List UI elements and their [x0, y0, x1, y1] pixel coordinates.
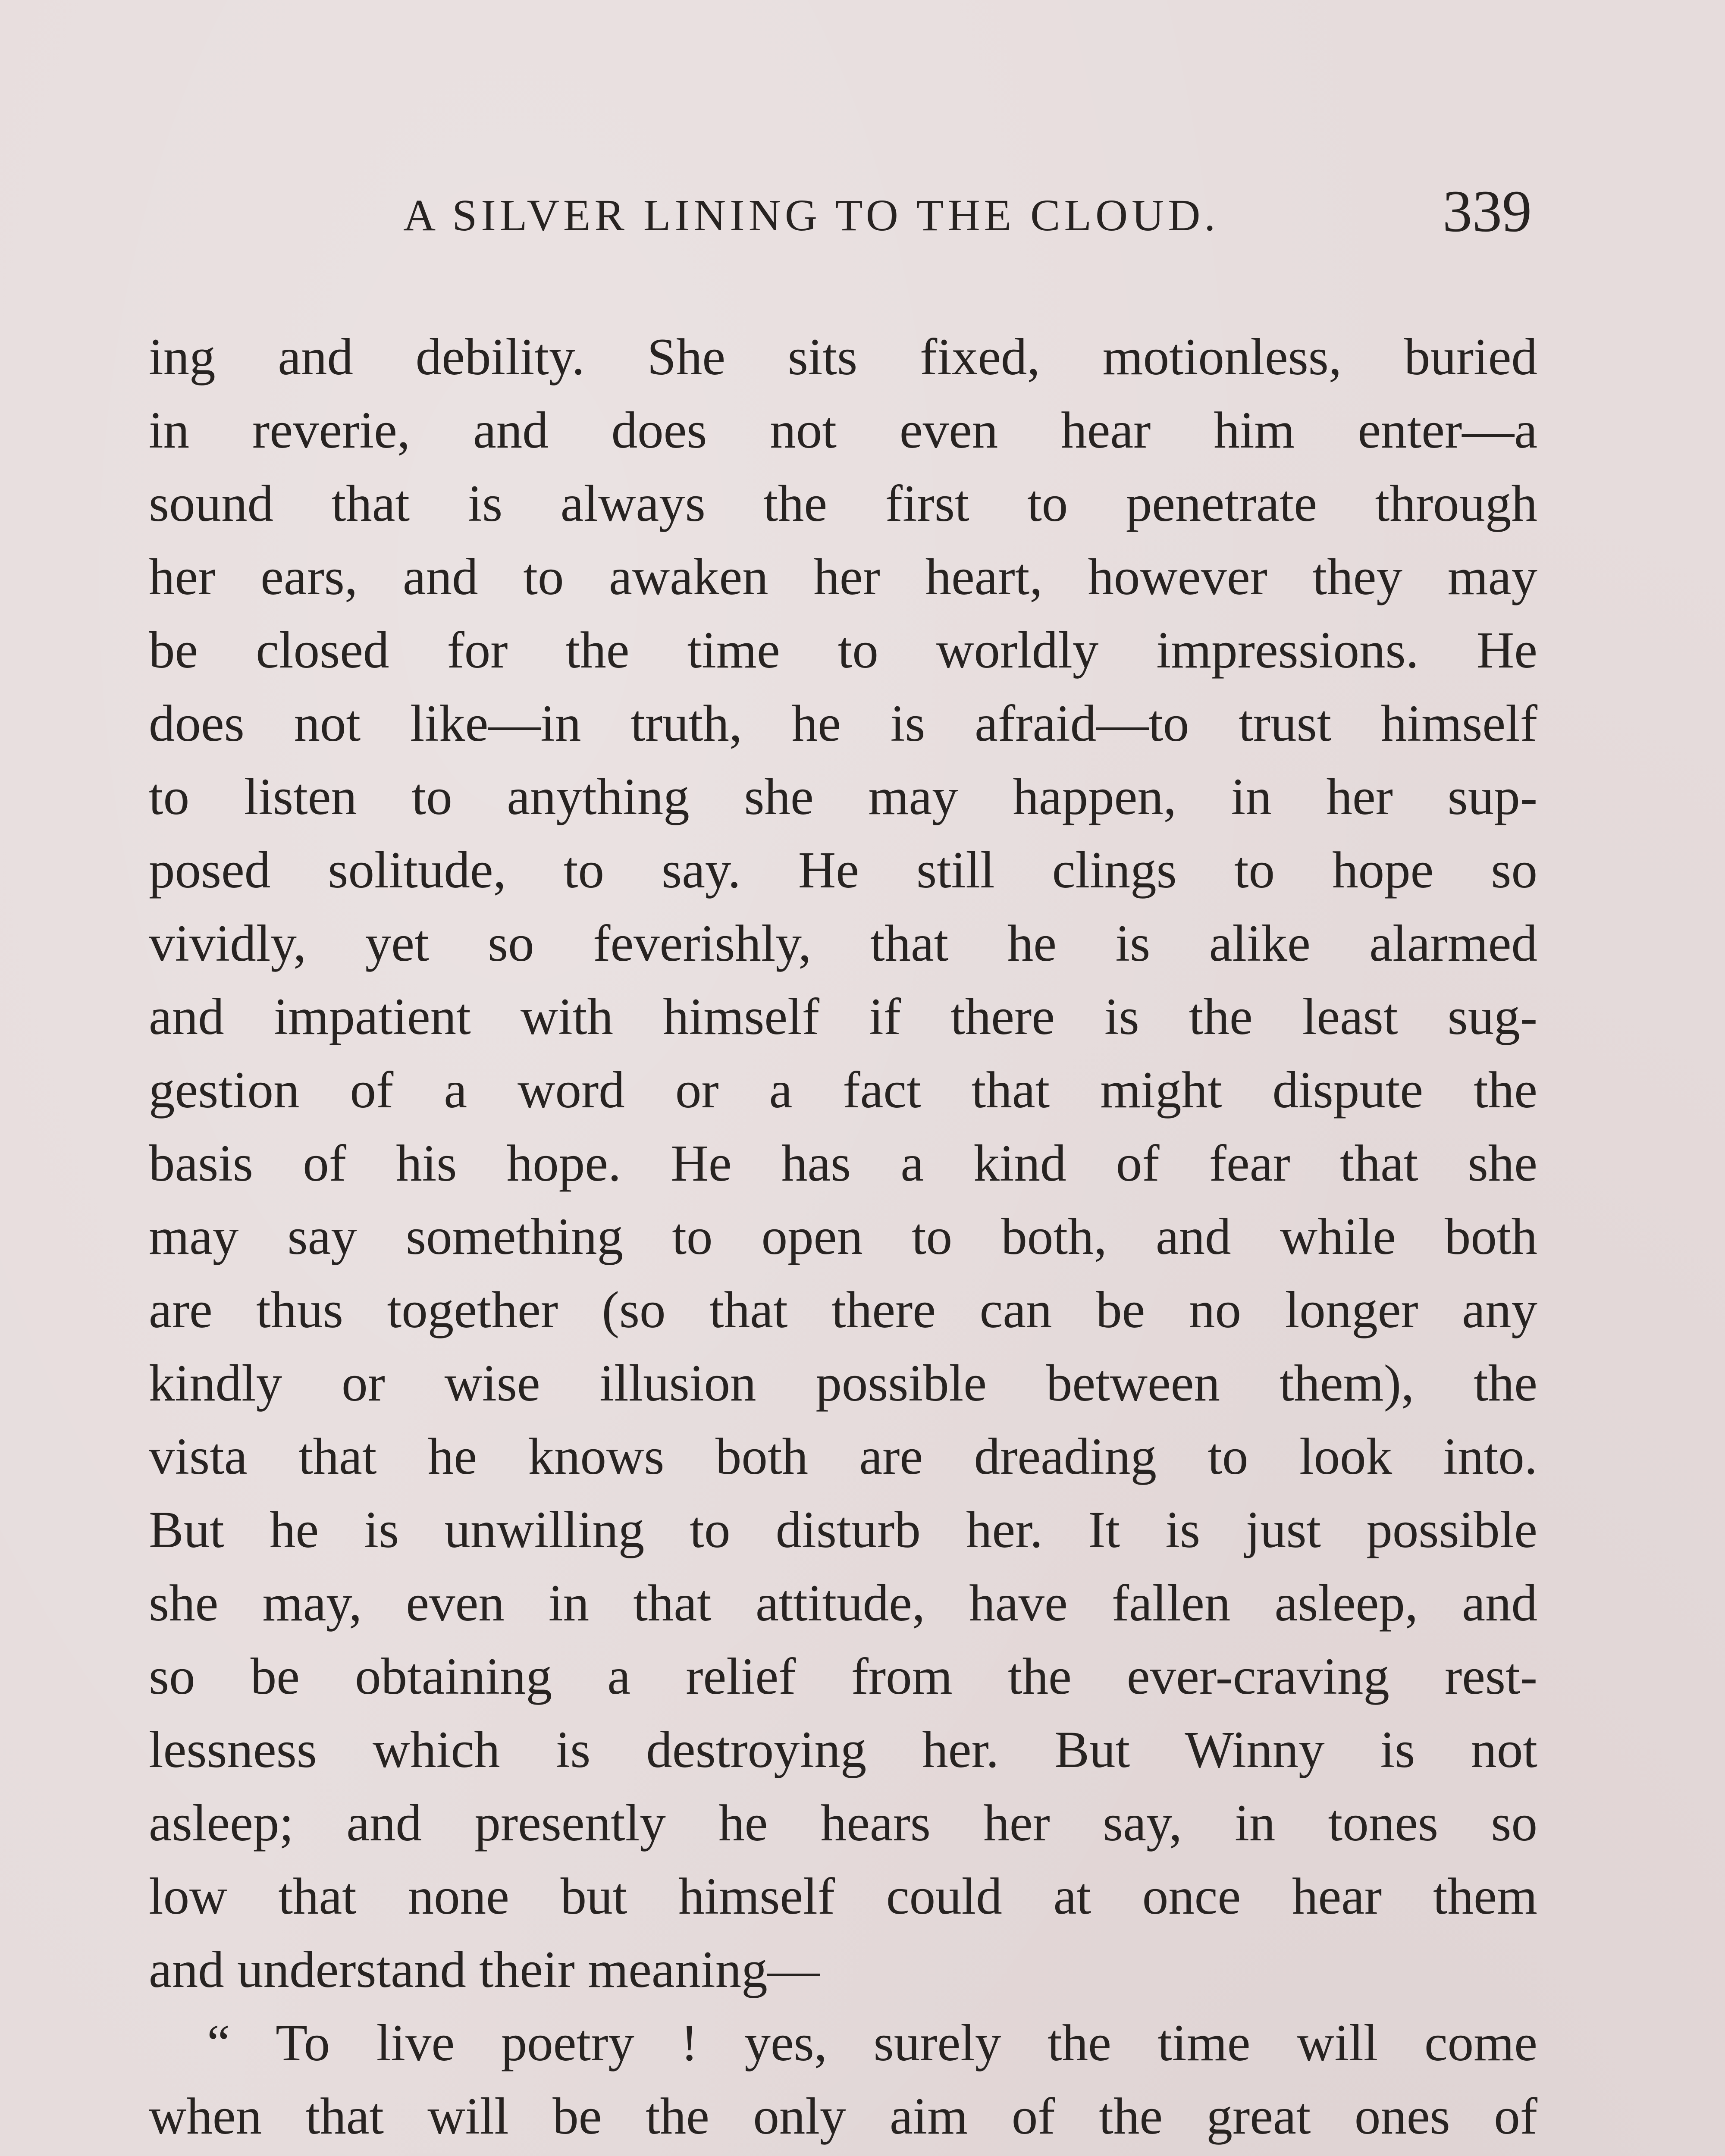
text-line: does not like—in truth, he is afraid—to trust himself [149, 695, 1537, 752]
text-line: vista that he knows both are dreading to look into. [149, 1428, 1537, 1485]
text-line: basis of his hope. He has a kind of fear that she [149, 1134, 1537, 1192]
text-line: posed solitude, to say. He still clings to hope so [149, 841, 1537, 899]
text-line: lessness which is destroying her. But Winny is not [149, 1721, 1537, 1779]
text-line: But he is unwilling to disturb her. It is just possible [149, 1501, 1537, 1559]
text-line: are thus together (so that there can be no longer any [149, 1281, 1537, 1339]
page-number: 339 [1443, 178, 1532, 244]
text-line: so be obtaining a relief from the ever-craving rest- [149, 1648, 1537, 1705]
text-line: vividly, yet so feverishly, that he is alike alarmed [149, 915, 1537, 972]
text-line: low that none but himself could at once hear them [149, 1868, 1537, 1925]
text-line: in reverie, and does not even hear him enter—a [149, 401, 1537, 459]
text-line: asleep; and presently he hears her say, in tones so [149, 1794, 1537, 1852]
body-text [149, 320, 1537, 2156]
text-line: kindly or wise illusion possible between them), the [149, 1354, 1537, 1412]
paragraph-end-line: and understand their meaning— [149, 1941, 820, 1999]
text-line: ing and debility. She sits fixed, motionless, buried [149, 328, 1537, 386]
text-line: she may, even in that attitude, have fallen asleep, and [149, 1574, 1537, 1632]
text-line [149, 2153, 1537, 2156]
text-line: her ears, and to awaken her heart, however they may [149, 548, 1537, 606]
text-line: sound that is always the first to penetrate through [149, 475, 1537, 533]
text-line: to listen to anything she may happen, in her sup- [149, 768, 1537, 826]
text-line: and impatient with himself if there is the least sug- [149, 988, 1537, 1046]
quote-start-line: “ To live poetry ! yes, surely the time will come [207, 2014, 1537, 2072]
page-header [0, 178, 1725, 250]
text-line: may say something to open to both, and while both [149, 1208, 1537, 1266]
text-line: be closed for the time to worldly impressions. He [149, 621, 1537, 679]
running-title: A SILVER LINING TO THE CLOUD. [403, 191, 1220, 240]
text-line: when that will be the only aim of the great ones of [149, 2087, 1537, 2145]
text-line: gestion of a word or a fact that might dispute the [149, 1061, 1537, 1119]
